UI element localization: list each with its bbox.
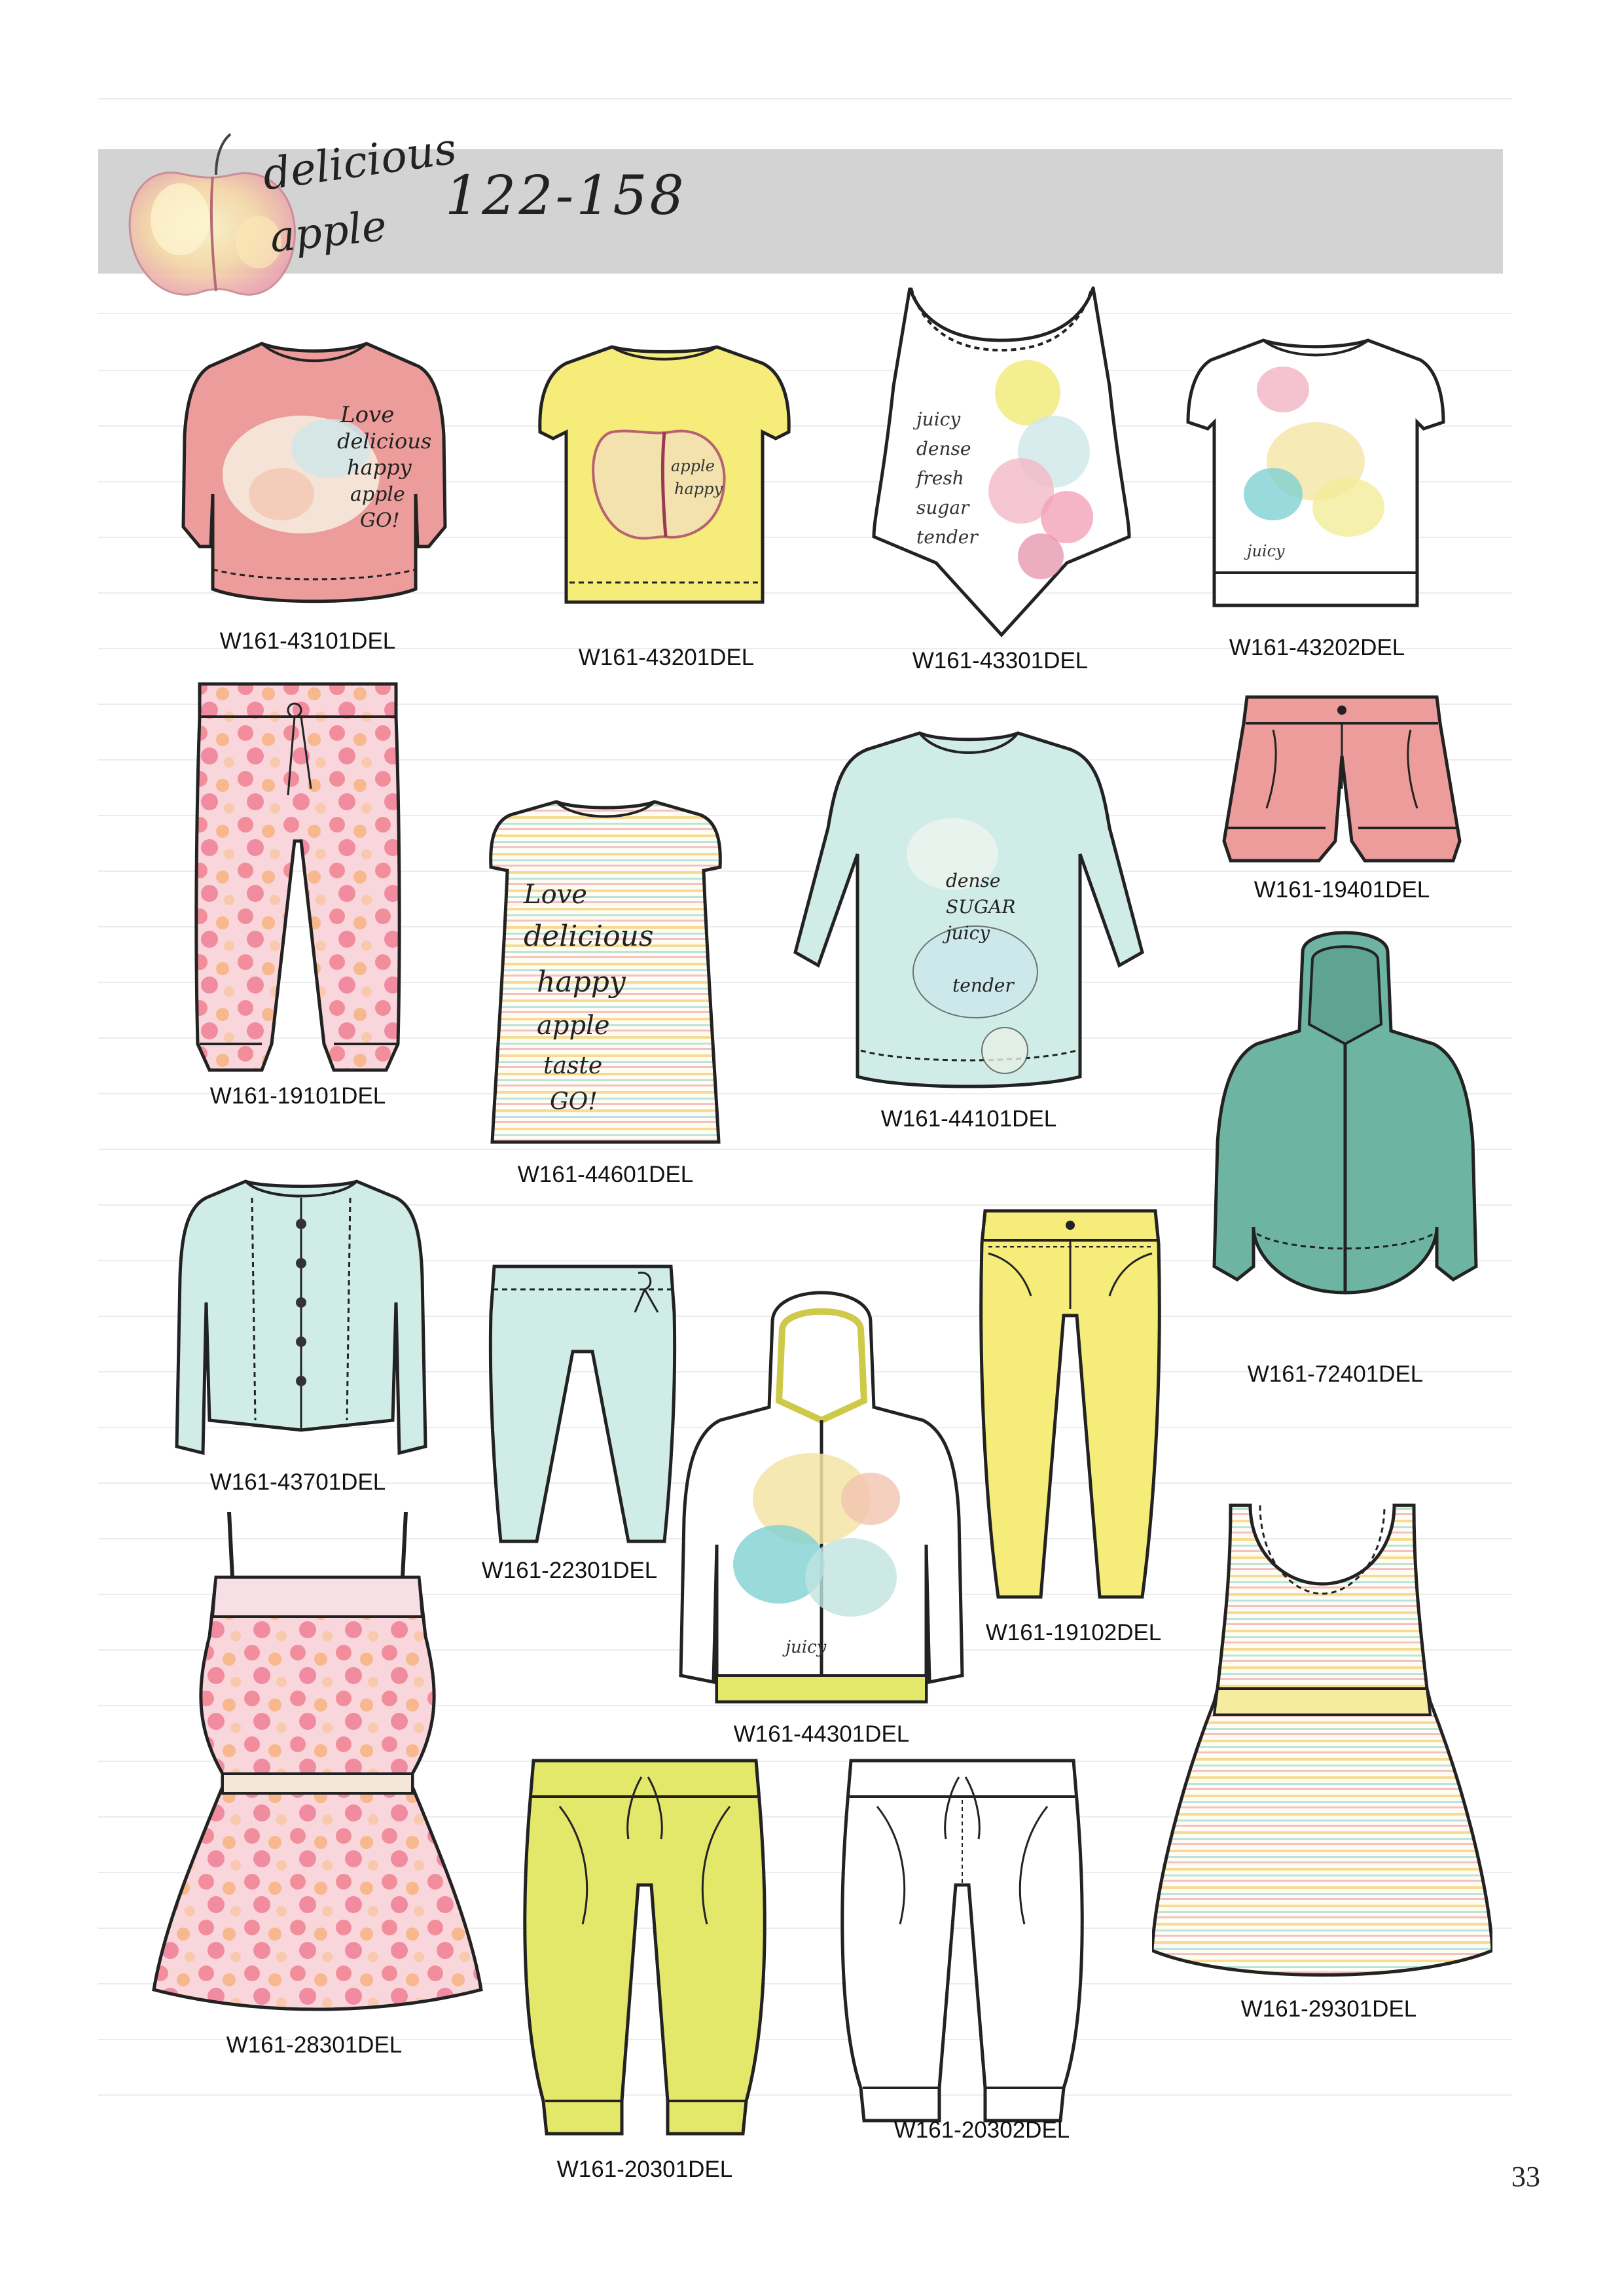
svg-text:happy: happy xyxy=(674,480,723,498)
svg-text:Love: Love xyxy=(524,880,587,910)
product-code-label: W161-22301DEL xyxy=(481,1558,658,1583)
product-code-label: W161-20301DEL xyxy=(556,2157,733,2182)
svg-text:SUGAR: SUGAR xyxy=(946,896,1016,918)
garment-sketch-22301 xyxy=(488,1260,677,1554)
tshirt-icon xyxy=(533,334,795,615)
jogger-pants-icon xyxy=(838,1754,1087,2127)
product-code-label: W161-43701DEL xyxy=(209,1469,386,1495)
svg-text:juicy: juicy xyxy=(1247,542,1285,560)
svg-text:fresh: fresh xyxy=(916,467,964,489)
jeans-icon xyxy=(972,1204,1168,1604)
size-range: 122-158 xyxy=(445,165,687,227)
svg-text:tender: tender xyxy=(952,975,1014,996)
svg-text:Love: Love xyxy=(340,402,395,428)
svg-text:happy: happy xyxy=(347,455,412,480)
svg-text:delicious: delicious xyxy=(524,920,654,953)
product-code-label: W161-44101DEL xyxy=(880,1106,1057,1132)
product-code-label: W161-19101DEL xyxy=(209,1083,386,1109)
svg-text:apple: apple xyxy=(350,483,405,506)
shorts-icon xyxy=(1221,691,1463,867)
cardigan-icon xyxy=(173,1172,429,1460)
trousers-icon xyxy=(190,677,406,1083)
hoodie-icon xyxy=(1211,926,1479,1299)
product-code-label: W161-43101DEL xyxy=(219,628,396,654)
zip-hoodie-icon xyxy=(674,1283,969,1715)
tshirt-icon xyxy=(177,331,452,619)
svg-text:tender: tender xyxy=(916,526,978,548)
svg-text:sugar: sugar xyxy=(916,497,969,518)
garment-sketch-43301 xyxy=(871,281,1132,648)
delicious-apple-logo xyxy=(118,128,458,317)
dress-icon xyxy=(151,1505,484,2016)
product-code-label: W161-43301DEL xyxy=(912,648,1089,673)
jogger-pants-icon xyxy=(520,1754,769,2140)
product-code-label: W161-43201DEL xyxy=(578,645,755,670)
svg-text:juicy: juicy xyxy=(946,922,990,944)
svg-text:apple: apple xyxy=(537,1011,610,1041)
product-code-label: W161-44601DEL xyxy=(517,1162,694,1187)
garment-sketch-72401 xyxy=(1211,926,1479,1299)
dress-icon xyxy=(1152,1499,1492,1977)
product-code-label: W161-19102DEL xyxy=(985,1620,1162,1645)
tunic-icon xyxy=(484,795,727,1149)
svg-text:juicy: juicy xyxy=(785,1638,827,1657)
tank-top-icon xyxy=(871,281,1132,648)
logo-word-apple: apple xyxy=(267,202,389,262)
product-code-label: W161-20302DEL xyxy=(893,2117,1070,2143)
svg-text:apple: apple xyxy=(671,457,715,475)
garment-sketch-43701 xyxy=(173,1172,429,1460)
svg-text:taste: taste xyxy=(543,1052,603,1079)
garment-sketch-43202 xyxy=(1185,331,1447,619)
garment-sketch-19401 xyxy=(1221,691,1463,867)
tshirt-icon xyxy=(1185,331,1447,619)
garment-sketch-19102 xyxy=(972,1204,1168,1604)
svg-text:juicy: juicy xyxy=(916,408,961,430)
product-code-label: W161-43202DEL xyxy=(1229,635,1405,660)
svg-text:dense: dense xyxy=(946,870,1001,891)
svg-text:GO!: GO! xyxy=(360,509,400,532)
garment-sketch-20302 xyxy=(838,1754,1087,2127)
rule-line xyxy=(98,98,1512,99)
garment-sketch-44301 xyxy=(674,1283,969,1715)
garment-sketch-29301 xyxy=(1152,1499,1492,1977)
product-code-label: W161-72401DEL xyxy=(1247,1361,1424,1387)
garment-sketch-19101 xyxy=(190,677,406,1083)
garment-sketch-44601 xyxy=(484,795,727,1149)
product-code-label: W161-29301DEL xyxy=(1240,1996,1417,2022)
svg-text:GO!: GO! xyxy=(550,1088,598,1115)
product-code-label: W161-19401DEL xyxy=(1254,877,1430,903)
garment-sketch-28301 xyxy=(151,1505,484,2016)
long-sleeve-top-icon xyxy=(789,723,1149,1090)
logo-word-delicious: delicious xyxy=(259,128,458,200)
page-number: 33 xyxy=(1511,2161,1540,2193)
garment-sketch-43101 xyxy=(177,331,452,619)
leggings-icon xyxy=(488,1260,677,1554)
svg-text:delicious: delicious xyxy=(337,429,432,454)
product-code-label: W161-44301DEL xyxy=(733,1721,910,1747)
svg-text:dense: dense xyxy=(916,438,971,459)
garment-sketch-20301 xyxy=(520,1754,769,2140)
rule-line xyxy=(98,2094,1512,2096)
svg-text:happy: happy xyxy=(537,965,626,999)
product-code-label: W161-28301DEL xyxy=(226,2032,403,2058)
garment-sketch-44101 xyxy=(789,723,1149,1090)
garment-sketch-43201 xyxy=(533,334,795,615)
